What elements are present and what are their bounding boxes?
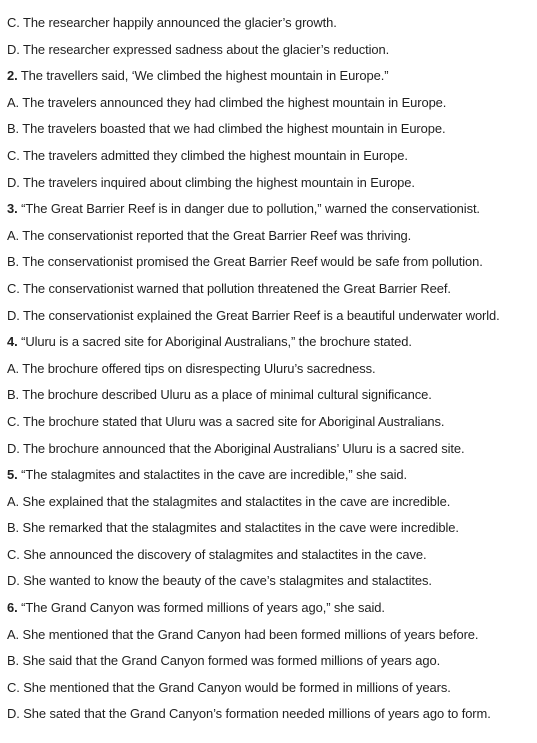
document-body <box>7 12 535 730</box>
option-text: B. The brochure described Uluru as a place of minimal cultural significance. <box>7 387 432 403</box>
option-text: D. The researcher expressed sadness about the glacier’s reduction. <box>7 41 390 57</box>
answer-option-line <box>7 278 533 305</box>
question-text: “The stalagmites and stalactites in the cave are incredible,” she said. <box>17 467 408 483</box>
question-text: “The Great Barrier Reef is in danger due to pollution,” warned the conservationist. <box>17 201 480 217</box>
question-number: 6. <box>7 600 18 616</box>
option-text: A. She explained that the stalagmites and stalactites in the cave are incredible. <box>7 493 451 509</box>
answer-option-line <box>7 118 533 145</box>
answer-option-line <box>7 544 533 571</box>
question-line <box>7 597 533 624</box>
option-text: A. The conservationist reported that the Great Barrier Reef was thriving. <box>7 227 412 243</box>
question-line <box>7 198 533 225</box>
answer-option-line <box>7 438 533 465</box>
option-text: C. The brochure stated that Uluru was a sacred site for Aboriginal Australians. <box>7 413 445 429</box>
question-text: The travellers said, ‘We climbed the highest mountain in Europe.” <box>17 68 389 84</box>
answer-option-line <box>7 358 533 385</box>
option-text: A. The brochure offered tips on disrespecting Uluru’s sacredness. <box>7 360 376 376</box>
answer-option-line <box>7 172 533 199</box>
question-number: 2. <box>7 68 18 84</box>
question-text: “Uluru is a sacred site for Aboriginal Australians,” the brochure stated. <box>17 334 412 350</box>
answer-option-line <box>7 650 533 677</box>
option-text: B. She said that the Grand Canyon formed was formed millions of years ago. <box>7 653 441 669</box>
answer-option-line <box>7 39 533 66</box>
answer-option-line <box>7 225 533 252</box>
question-number: 5. <box>7 467 18 483</box>
answer-option-line <box>7 411 533 438</box>
option-text: C. The researcher happily announced the glacier’s growth. <box>7 15 337 30</box>
answer-option-line <box>7 384 533 411</box>
answer-option-line <box>7 570 533 597</box>
answer-option-line <box>7 305 533 332</box>
question-text: “The Grand Canyon was formed millions of years ago,” she said. <box>17 600 385 616</box>
answer-option-line <box>7 92 533 119</box>
option-text: A. The travelers announced they had climbed the highest mountain in Europe. <box>7 94 447 110</box>
answer-option-line <box>7 145 533 172</box>
answer-option-line <box>7 12 533 39</box>
option-text: A. She mentioned that the Grand Canyon had been formed millions of years before. <box>7 626 479 642</box>
answer-option-line <box>7 703 533 730</box>
answer-option-line <box>7 491 533 518</box>
option-text: C. The travelers admitted they climbed the highest mountain in Europe. <box>7 147 408 163</box>
option-text: D. She wanted to know the beauty of the cave’s stalagmites and stalactites. <box>7 573 432 589</box>
option-text: C. She announced the discovery of stalagmites and stalactites in the cave. <box>7 546 427 562</box>
answer-option-line <box>7 677 533 704</box>
question-number: 4. <box>7 334 18 350</box>
option-text: D. The conservationist explained the Great Barrier Reef is a beautiful underwater world. <box>7 307 500 323</box>
option-text: D. The brochure announced that the Aboriginal Australians’ Uluru is a sacred site. <box>7 440 465 456</box>
option-text: B. The travelers boasted that we had climbed the highest mountain in Europe. <box>7 121 446 137</box>
option-text: B. She remarked that the stalagmites and stalactites in the cave were incredible. <box>7 520 459 536</box>
question-line <box>7 65 533 92</box>
question-line <box>7 331 533 358</box>
option-text: B. The conservationist promised the Great Barrier Reef would be safe from pollution. <box>7 254 483 270</box>
option-text: C. She mentioned that the Grand Canyon would be formed in millions of years. <box>7 679 451 695</box>
answer-option-line <box>7 251 533 278</box>
answer-option-line <box>7 624 533 651</box>
option-text: C. The conservationist warned that pollution threatened the Great Barrier Reef. <box>7 280 451 296</box>
question-number: 3. <box>7 201 18 217</box>
option-text: D. The travelers inquired about climbing the highest mountain in Europe. <box>7 174 415 190</box>
option-text: D. She sated that the Grand Canyon’s formation needed millions of years ago to form. <box>7 706 491 722</box>
question-line <box>7 464 533 491</box>
answer-option-line <box>7 517 533 544</box>
